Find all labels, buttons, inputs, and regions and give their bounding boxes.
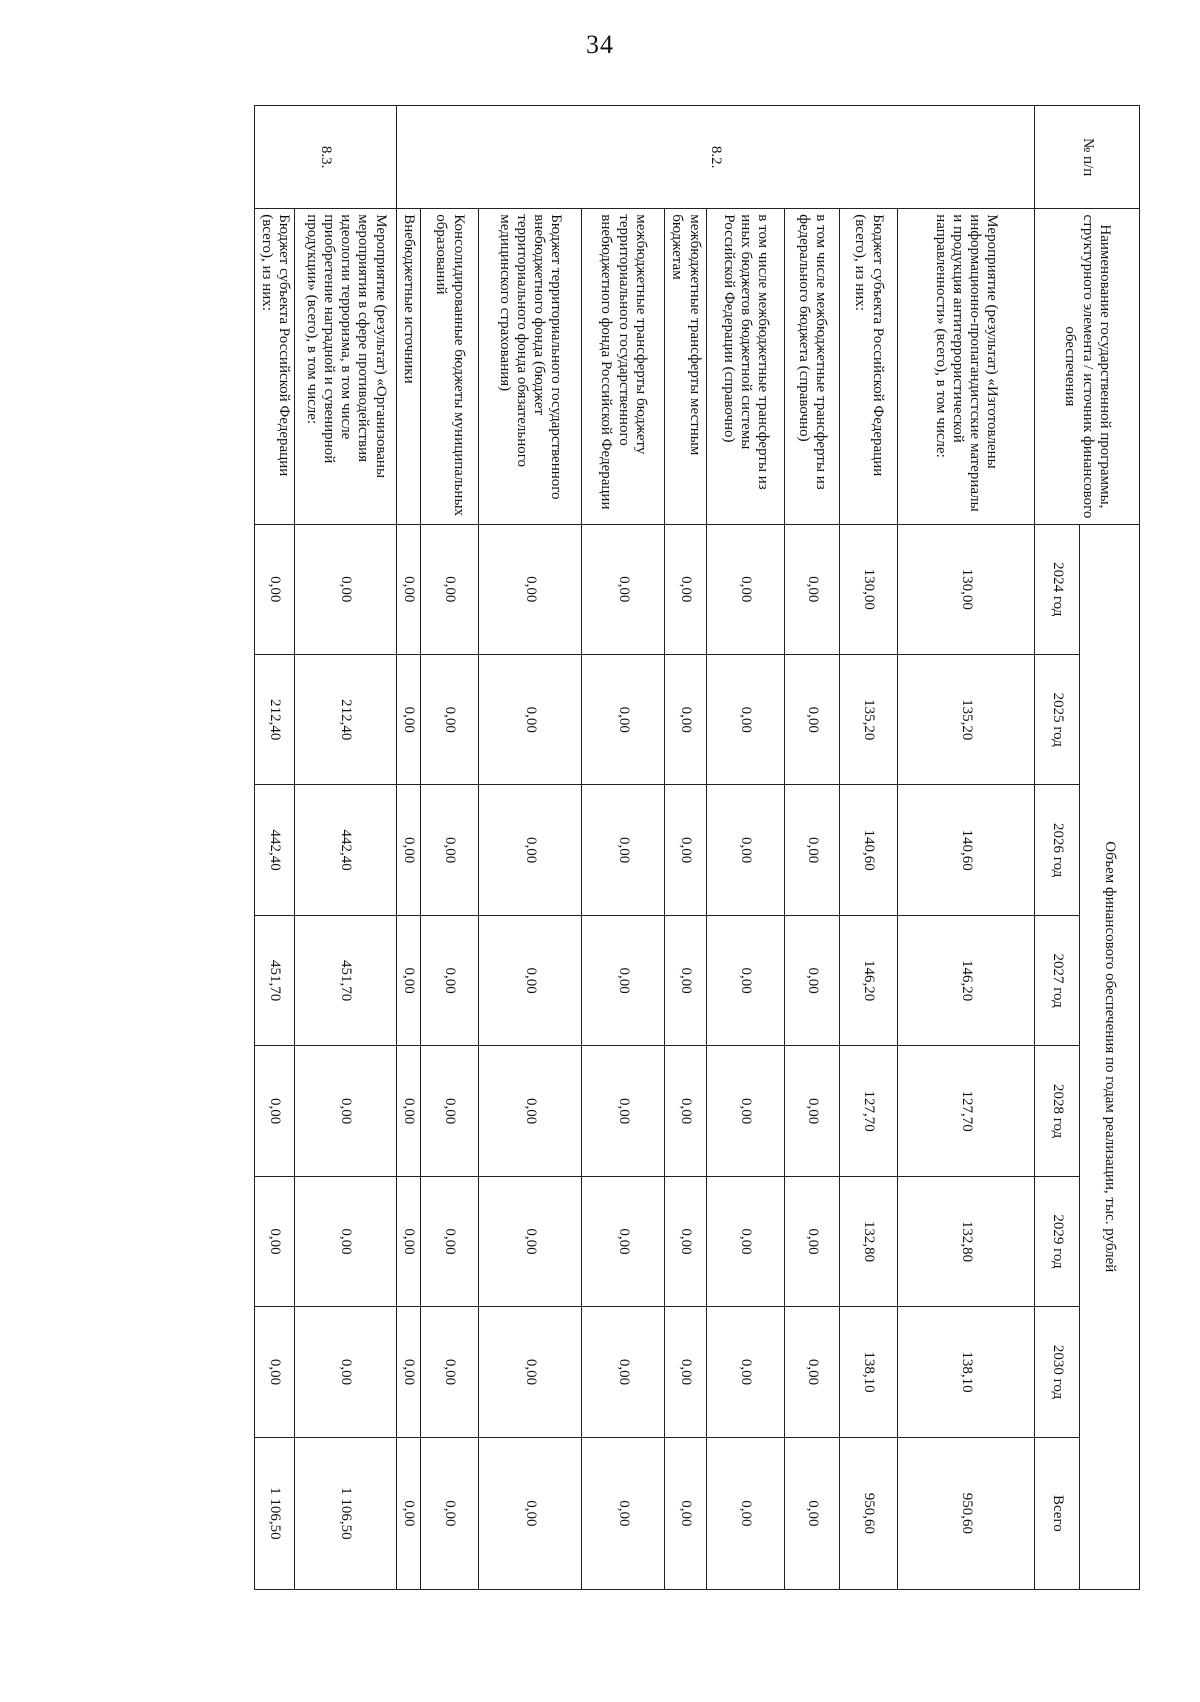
row-year-value: 132,80	[898, 1176, 1035, 1306]
row-name: Внебюджетные источники	[397, 209, 421, 524]
row-year-value: 442,40	[295, 785, 397, 915]
row-year-value: 0,00	[397, 915, 421, 1045]
row-year-value: 0,00	[785, 785, 840, 915]
row-year-value: 135,20	[898, 654, 1035, 784]
table-row	[665, 106, 707, 1590]
header-year: 2024 год	[1035, 524, 1080, 654]
row-name: в том числе межбюджетные трансферты из иных бюджетов бюджетной системы Российской Федерации (справочно)	[707, 209, 785, 524]
row-year-value: 0,00	[707, 1046, 785, 1176]
row-total-value: 0,00	[582, 1437, 665, 1589]
row-year-value: 0,00	[665, 524, 707, 654]
table-row	[785, 106, 840, 1590]
row-number: 8.3.	[255, 106, 397, 209]
table-row	[707, 106, 785, 1590]
row-year-value: 0,00	[421, 915, 479, 1045]
header-total: Всего	[1035, 1437, 1080, 1589]
row-year-value: 127,70	[840, 1046, 898, 1176]
row-year-value: 0,00	[421, 654, 479, 784]
row-year-value: 0,00	[421, 785, 479, 915]
row-year-value: 0,00	[421, 1046, 479, 1176]
row-year-value: 130,00	[898, 524, 1035, 654]
row-year-value: 0,00	[295, 1176, 397, 1306]
row-year-value: 0,00	[665, 1046, 707, 1176]
row-year-value: 0,00	[707, 915, 785, 1045]
row-year-value: 0,00	[397, 785, 421, 915]
row-year-value: 0,00	[665, 915, 707, 1045]
header-year: 2025 год	[1035, 654, 1080, 784]
row-year-value: 135,20	[840, 654, 898, 784]
row-year-value: 451,70	[255, 915, 295, 1045]
row-year-value: 0,00	[582, 654, 665, 784]
table-row	[582, 106, 665, 1590]
row-year-value: 0,00	[785, 1176, 840, 1306]
row-year-value: 0,00	[707, 524, 785, 654]
row-name: Бюджет территориального государственного внебюджетного фонда (бюджет территориального фонда обязательного медицинского страхования)	[479, 209, 582, 524]
row-year-value: 0,00	[707, 1307, 785, 1437]
row-total-value: 0,00	[397, 1437, 421, 1589]
table-row	[479, 106, 582, 1590]
row-total-value: 0,00	[707, 1437, 785, 1589]
row-year-value: 138,10	[840, 1307, 898, 1437]
row-year-value: 451,70	[295, 915, 397, 1045]
row-year-value: 0,00	[397, 654, 421, 784]
row-year-value: 0,00	[479, 1046, 582, 1176]
row-year-value: 0,00	[295, 524, 397, 654]
row-year-value: 132,80	[840, 1176, 898, 1306]
row-year-value: 0,00	[582, 915, 665, 1045]
row-total-value: 950,60	[898, 1437, 1035, 1589]
rotated-table-wrapper	[215, 105, 1140, 1590]
row-year-value: 0,00	[785, 1307, 840, 1437]
row-year-value: 0,00	[665, 1307, 707, 1437]
row-name: Консолидированные бюджеты муниципальных образований	[421, 209, 479, 524]
row-name: Мероприятие (результат) «Изготовлены информационно-пропагандистские материалы и продукция антитеррористической направленности» (всего), в том числе:	[898, 209, 1035, 524]
row-year-value: 146,20	[840, 915, 898, 1045]
row-year-value: 0,00	[479, 1307, 582, 1437]
row-year-value: 0,00	[295, 1046, 397, 1176]
row-year-value: 0,00	[479, 1176, 582, 1306]
row-year-value: 0,00	[785, 1046, 840, 1176]
row-name: Бюджет субъекта Российской Федерации (всего), из них:	[840, 209, 898, 524]
row-year-value: 212,40	[255, 654, 295, 784]
row-year-value: 0,00	[582, 1176, 665, 1306]
row-year-value: 0,00	[665, 654, 707, 784]
row-year-value: 0,00	[255, 1307, 295, 1437]
row-year-value: 0,00	[421, 524, 479, 654]
row-year-value: 0,00	[665, 1176, 707, 1306]
row-year-value: 0,00	[785, 915, 840, 1045]
row-year-value: 0,00	[479, 785, 582, 915]
row-year-value: 0,00	[255, 1176, 295, 1306]
row-year-value: 0,00	[397, 1307, 421, 1437]
row-year-value: 0,00	[295, 1307, 397, 1437]
row-year-value: 0,00	[582, 1307, 665, 1437]
row-total-value: 1 106,50	[295, 1437, 397, 1589]
table-row	[295, 106, 397, 1590]
row-year-value: 0,00	[397, 1176, 421, 1306]
table-row	[898, 106, 1035, 1590]
row-year-value: 0,00	[479, 654, 582, 784]
row-year-value: 212,40	[295, 654, 397, 784]
header-year: 2028 год	[1035, 1046, 1080, 1176]
row-year-value: 0,00	[785, 654, 840, 784]
row-year-value: 140,60	[898, 785, 1035, 915]
page-number: 34	[586, 30, 614, 59]
row-year-value: 0,00	[479, 915, 582, 1045]
row-year-value: 0,00	[421, 1176, 479, 1306]
header-year: 2030 год	[1035, 1307, 1080, 1437]
table-row	[255, 106, 295, 1590]
table-row	[840, 106, 898, 1590]
table-row	[397, 106, 421, 1590]
table-row	[421, 106, 479, 1590]
row-year-value: 0,00	[582, 524, 665, 654]
row-year-value: 0,00	[785, 524, 840, 654]
row-year-value: 0,00	[707, 785, 785, 915]
header-year: 2027 год	[1035, 915, 1080, 1045]
row-year-value: 138,10	[898, 1307, 1035, 1437]
row-name: Мероприятие (результат) «Организованы мероприятия в сфере противодействия идеологии терроризма, в том числе приобретение наградной и сувенирной продукции» (всего), в том числе:	[295, 209, 397, 524]
row-name: Бюджет субъекта Российской Федерации (всего), из них:	[255, 209, 295, 524]
row-year-value: 0,00	[397, 524, 421, 654]
row-total-value: 0,00	[421, 1437, 479, 1589]
row-total-value: 0,00	[665, 1437, 707, 1589]
header-name: Наименование государственной программы, структурного элемента / источник финансового обеспечения	[1035, 209, 1140, 524]
row-total-value: 0,00	[785, 1437, 840, 1589]
table-body	[255, 106, 1035, 1590]
row-year-value: 0,00	[421, 1307, 479, 1437]
row-total-value: 1 106,50	[255, 1437, 295, 1589]
row-year-value: 0,00	[665, 785, 707, 915]
row-total-value: 950,60	[840, 1437, 898, 1589]
row-year-value: 0,00	[479, 524, 582, 654]
row-name: межбюджетные трансферты бюджету территориального государственного внебюджетного фонда Российской Федерации	[582, 209, 665, 524]
header-num: № п/п	[1035, 106, 1140, 209]
row-year-value: 0,00	[582, 785, 665, 915]
row-year-value: 127,70	[898, 1046, 1035, 1176]
header-year: 2026 год	[1035, 785, 1080, 915]
row-year-value: 146,20	[898, 915, 1035, 1045]
row-year-value: 0,00	[707, 1176, 785, 1306]
header-volume: Объем финансового обеспечения по годам реализации, тыс. рублей	[1080, 524, 1140, 1589]
row-year-value: 0,00	[255, 524, 295, 654]
row-year-value: 0,00	[255, 1046, 295, 1176]
row-total-value: 0,00	[479, 1437, 582, 1589]
row-number: 8.2.	[397, 106, 1035, 209]
row-year-value: 0,00	[582, 1046, 665, 1176]
row-name: межбюджетные трансферты местным бюджетам	[665, 209, 707, 524]
row-year-value: 130,00	[840, 524, 898, 654]
row-year-value: 0,00	[397, 1046, 421, 1176]
row-year-value: 442,40	[255, 785, 295, 915]
row-year-value: 140,60	[840, 785, 898, 915]
row-year-value: 0,00	[707, 654, 785, 784]
header-year: 2029 год	[1035, 1176, 1080, 1306]
row-name: в том числе межбюджетные трансферты из федерального бюджета (справочно)	[785, 209, 840, 524]
financing-table	[255, 105, 1141, 1590]
